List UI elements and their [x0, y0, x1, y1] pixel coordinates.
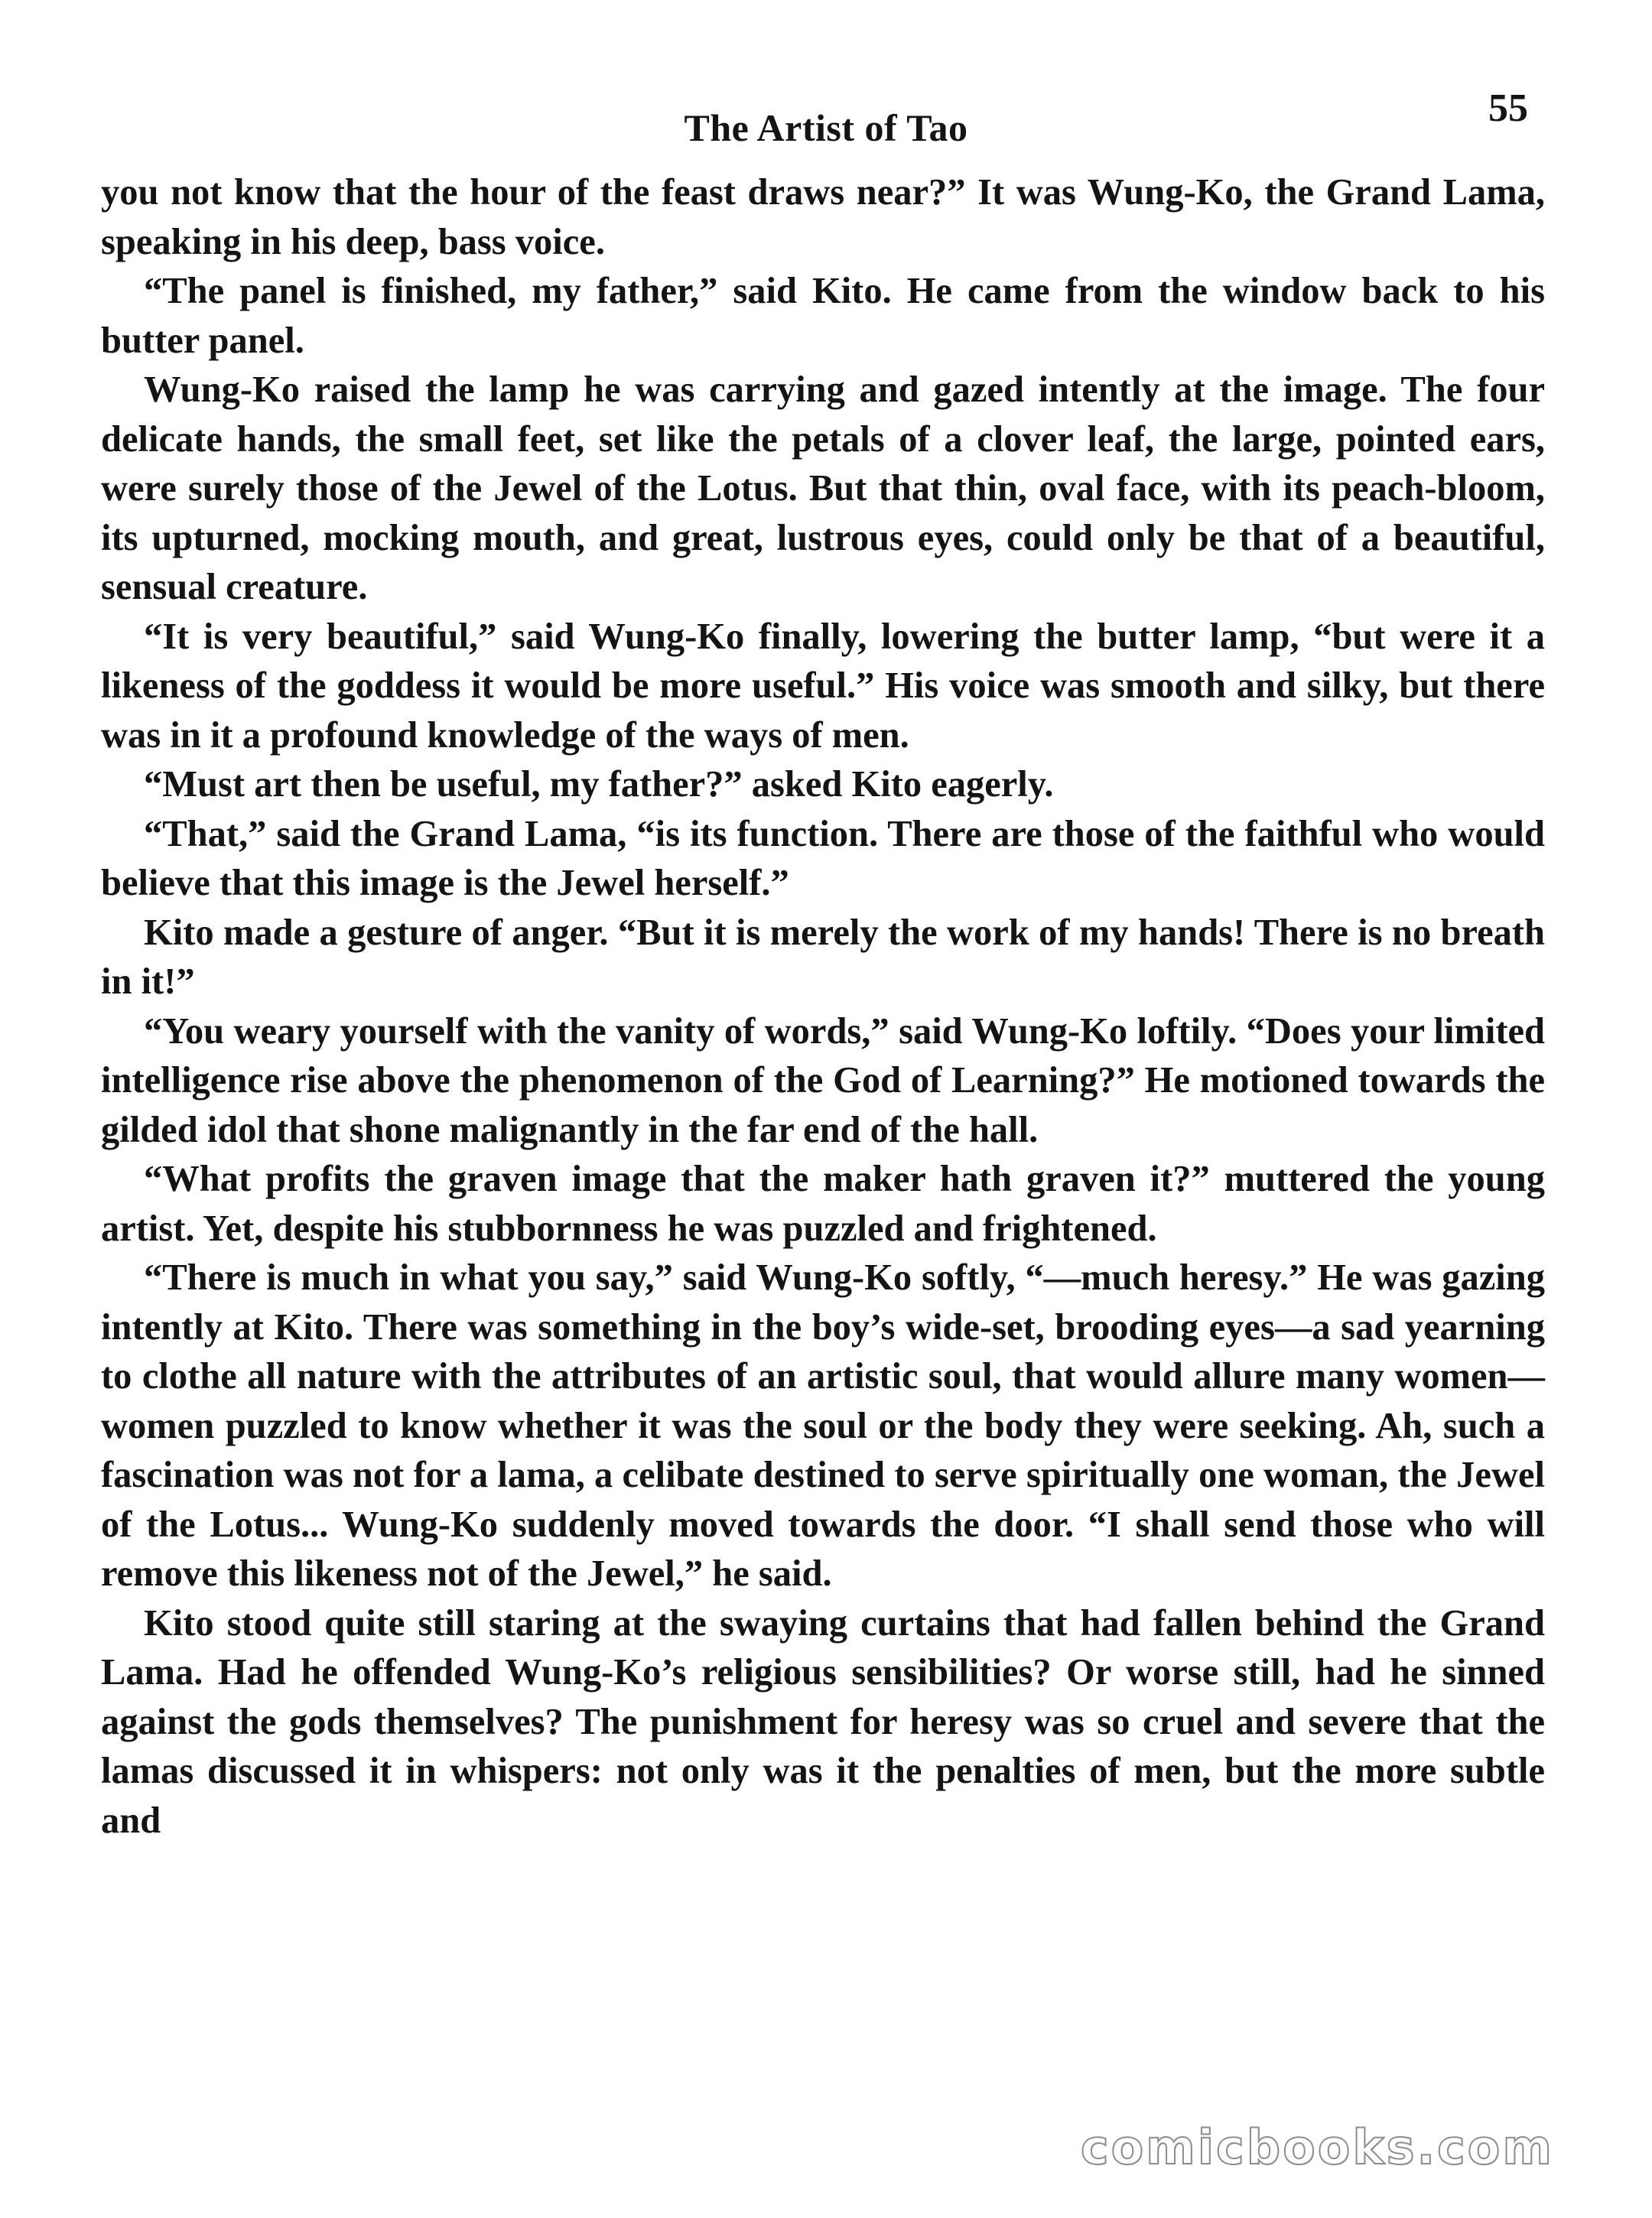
paragraph-8: “You weary yourself with the vanity of words,” said Wung-Ko loftily. “Does your limited intelligence rise above the phenomenon of the God of Learning?” He motioned towards the gilded idol that shone malignantly in the far end of the hall.	[101, 1010, 1545, 1150]
paragraph-2: “The panel is finished, my father,” said Kito. He came from the window back to his butter panel.	[101, 271, 1545, 361]
paragraph-1: you not know that the hour of the feast draws near?” It was Wung-Ko, the Grand Lama, speaking in his deep, bass voice.	[101, 172, 1545, 262]
paragraph-4: “It is very beautiful,” said Wung-Ko finally, lowering the butter lamp, “but were it a likeness of the goddess it would be more useful.” His voice was smooth and silky, but there was in it a profound knowledge of the ways of men.	[101, 616, 1545, 756]
paragraph-7: Kito made a gesture of anger. “But it is merely the work of my hands! There is no breath in it!”	[101, 912, 1545, 1002]
paragraph-3: Wung-Ko raised the lamp he was carrying and gazed intently at the image. The four delicate hands, the small feet, set like the petals of a clover leaf, the large, pointed ears, were surely those of the Jewel of the Lotus. But that thin, oval face, with its peach-bloom, its upturned, mocking mouth, and great, lustrous eyes, could only be that of a beautiful, sensual creature.	[101, 369, 1545, 607]
paragraph-6: “That,” said the Grand Lama, “is its function. There are those of the faithful who would believe that this image is the Jewel herself.”	[101, 813, 1545, 903]
page-number: 55	[1488, 86, 1528, 130]
running-head-title: The Artist of Tao	[684, 106, 968, 149]
paragraph-9: “What profits the graven image that the maker hath graven it?” muttered the young artist. Yet, despite his stubbornness he was puzzled and frightened.	[101, 1159, 1545, 1249]
paragraph-5: “Must art then be useful, my father?” asked Kito eagerly.	[144, 764, 1054, 805]
body-text	[101, 168, 1545, 1846]
watermark-logo: comicbooks.com	[1080, 2119, 1554, 2175]
paragraph-10: “There is much in what you say,” said Wung-Ko softly, “—much heresy.” He was gazing intently at Kito. There was something in the boy’s wide-set, brooding eyes—a sad yearning to clothe all nature with the attributes of an artistic soul, that would allure many women—women puzzled to know whether it was the soul or the body they were seeking. Ah, such a fascination was not for a lama, a celibate destined to serve spiritually one woman, the Jewel of the Lotus... Wung-Ko suddenly moved towards the door. “I shall send those who will remove this likeness not of the Jewel,” he said.	[101, 1257, 1545, 1594]
paragraph-11: Kito stood quite still staring at the swaying curtains that had fallen behind the Grand Lama. Had he offended Wung-Ko’s religious sensibilities? Or worse still, had he sinned against the gods themselves? The punishment for heresy was so cruel and severe that the lamas discussed it in whispers: not only was it the penalties of men, but the more subtle and	[101, 1602, 1545, 1841]
